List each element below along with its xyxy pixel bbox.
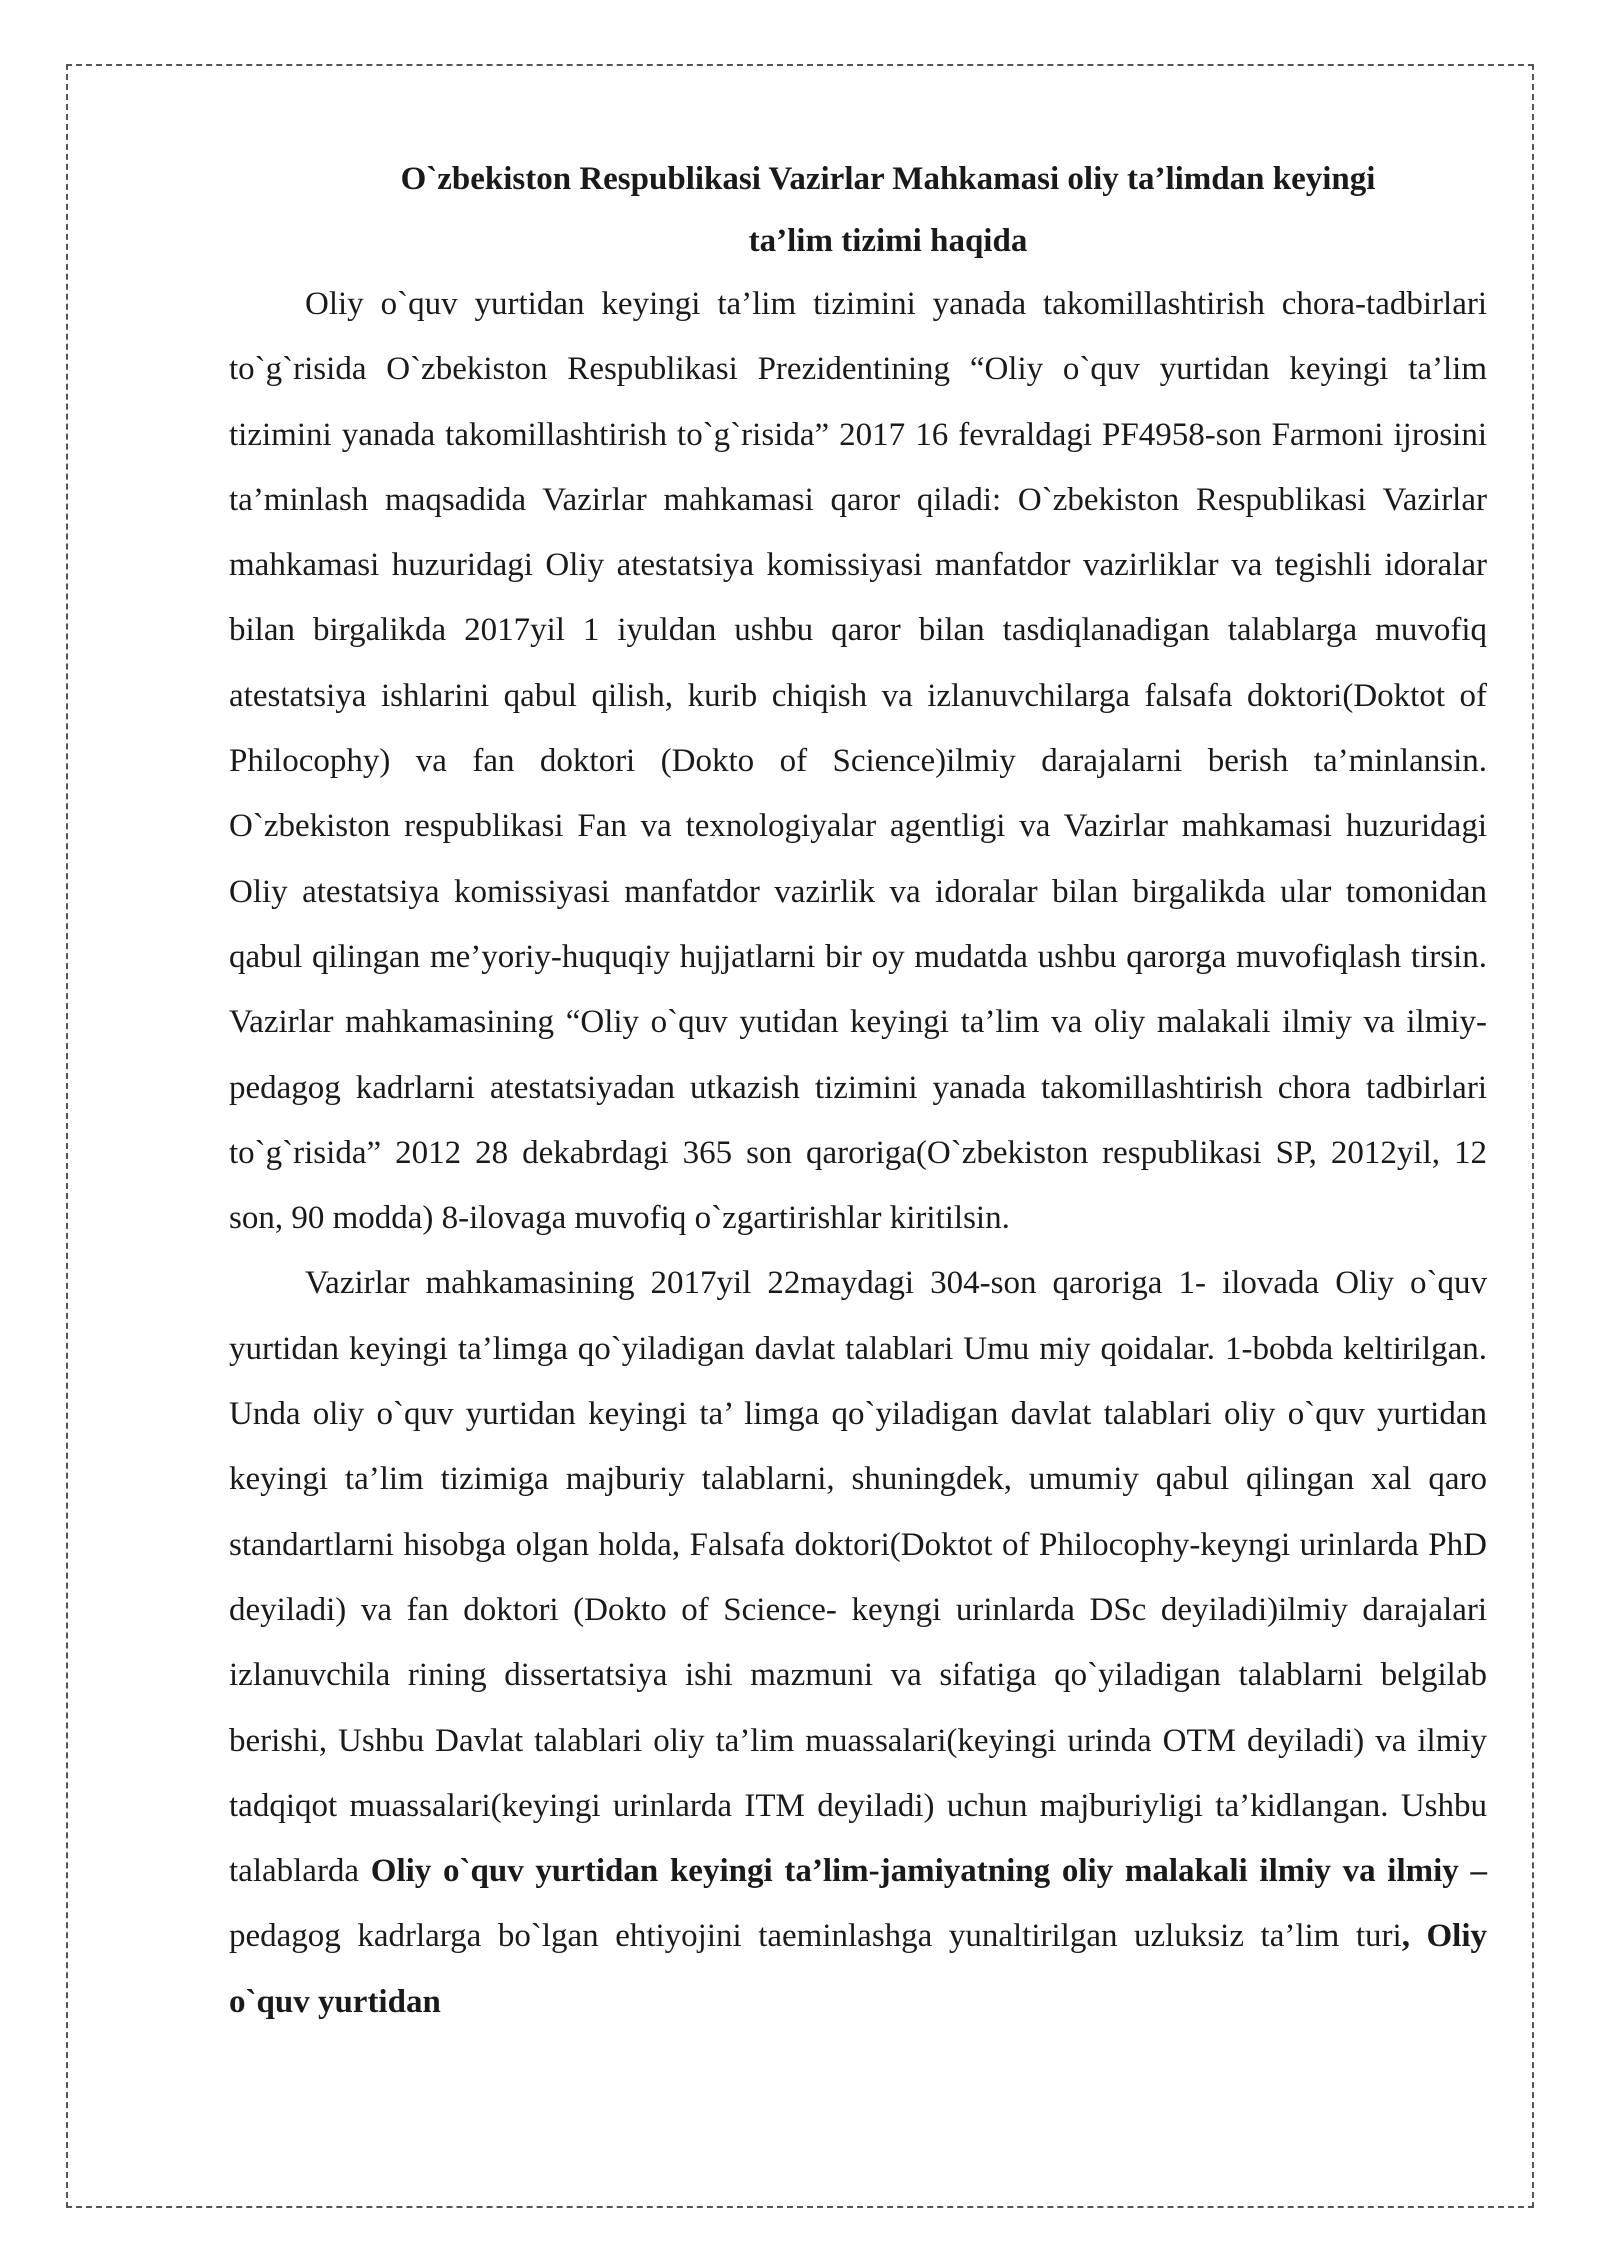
- paragraph-1: Oliy o`quv yurtidan keyingi ta’lim tizimini yanada takomillashtirish chora-tadbirlari to`g`risida O`zbekiston Respublikasi Prezidentining “Oliy o`quv yurtidan keyingi ta’lim tizimini yanada takomillashtirish to`g`risida” 2017 16 fevraldagi PF4958-son Farmoni ijrosini ta’minlash maqsadida Vazirlar mahkamasi qaror qiladi: O`zbekiston Respublikasi Vazirlar mahkamasi huzuridagi Oliy atestatsiya komissiyasi manfatdor vazirliklar va tegishli idoralar bilan birgalikda 2017yil 1 iyuldan ushbu qaror bilan tasdiqlanadigan talablarga muvofiq atestatsiya ishlarini qabul qilish, kurib chiqish va izlanuvchilarga falsafa doktori(Doktot of Philocophy) va fan doktori (Dokto of Science)ilmiy darajalarni berish ta’minlansin. O`zbekiston respublikasi Fan va texnologiyalar agentligi va Vazirlar mahkamasi huzuridagi Oliy atestatsiya komissiyasi manfatdor vazirlik va idoralar bilan birgalikda ular tomonidan qabul qilingan me’yoriy-huquqiy hujjatlarni bir oy mudatda ushbu qarorga muvofiqlash tirsin. Vazirlar mahkamasining “Oliy o`quv yutidan keyingi ta’lim va oliy malakali ilmiy va ilmiy-pedagog kadrlarni atestatsiyadan utkazish tizimini yanada takomillashtirish chora tadbirlari to`g`risida” 2012 28 dekabrdagi 365 son qaroriga(O`zbekiston respublikasi SP, 2012yil, 12 son, 90 modda) 8-ilovaga muvofiq o`zgartirishlar kiritilsin.: [229, 286, 1487, 1237]
- paragraph-2-bold-definition: Oliy o`quv yurtidan keyingi ta’lim-jamiyatning oliy malakali ilmiy va ilmiy –: [370, 1853, 1488, 1890]
- title-line-2: ta’lim tizimi haqida: [748, 223, 1028, 259]
- document-title: [229, 148, 1487, 272]
- paragraph-2-text: Vazirlar mahkamasining 2017yil 22maydagi 304-son qaroriga 1- ilovada Oliy o`quv yurtidan keyingi ta’limga qo`yiladigan davlat talablari Umu miy qoidalar. 1-bobda keltirilgan. Unda oliy o`quv yurtidan keyingi ta’ limga qo`yiladigan davlat talablari oliy o`quv yurtidan keyingi ta’lim tizimiga majburiy talablarni, shuningdek, umumiy qabul qilingan xal qaro standartlarni hisobga olgan holda, Falsafa doktori(Doktot of Philocophy-keyngi urinlarda PhD deyiladi) va fan doktori (Dokto of Science- keyngi urinlarda DSc deyiladi)ilmiy darajalari izlanuvchila rining dissertatsiya ishi mazmuni va sifatiga qo`yiladigan talablarni belgilab berishi, Ushbu Davlat talablari oliy ta’lim muassalari(keyingi urinda OTM deyiladi) va ilmiy tadqiqot muassalari(keyingi urinlarda ITM deyiladi) uchun majburiyligi ta’kidlangan. Ushbu talablarda: [229, 1265, 1487, 1890]
- document-body: [229, 148, 1487, 2035]
- paragraph-2-bold-continued: , Oliy o`quv yurtidan: [229, 1918, 1487, 2020]
- title-line-1: O`zbekiston Respublikasi Vazirlar Mahkamasi oliy ta’limdan keyingi: [400, 161, 1376, 197]
- paragraph-2-text-continued: pedagog kadrlarga bo`lgan ehtiyojini taeminlashga yunaltirilgan uzluksiz ta’lim turi: [229, 1918, 1402, 1955]
- paragraph-2: [229, 1251, 1487, 2035]
